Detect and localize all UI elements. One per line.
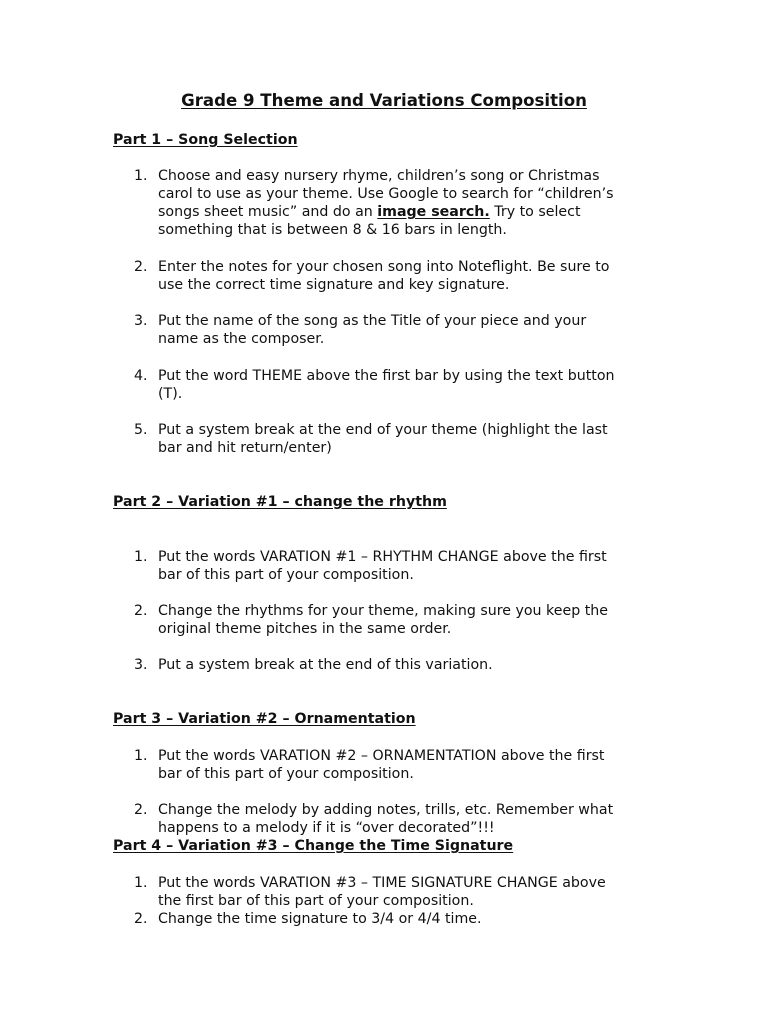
part-4-item-2 (134, 910, 654, 928)
item-number: 5. (134, 422, 148, 438)
item-number: 1. (134, 875, 148, 891)
item-text (158, 602, 654, 638)
item-line: Change the melody by adding notes, trills, etc. Remember what (158, 802, 614, 818)
item-number: 4. (134, 368, 148, 384)
item-text (158, 312, 654, 348)
item-line: Change the rhythms for your theme, making sure you keep the (158, 603, 609, 619)
item-line: use the correct time signature and key signature. (158, 277, 510, 293)
part-2-item-2 (134, 602, 654, 638)
item-line: Put the name of the song as the Title of your piece and your (158, 313, 587, 329)
part-2-item-1 (134, 548, 654, 584)
document-title: Grade 9 Theme and Variations Composition (181, 91, 587, 110)
item-line: Put the words VARATION #3 – TIME SIGNATURE CHANGE above (158, 875, 606, 891)
item-line: Change the time signature to 3/4 or 4/4 time. (158, 911, 482, 927)
part-2-item-3 (134, 656, 654, 674)
item-text (158, 548, 654, 584)
item-text (158, 910, 654, 928)
item-number: 3. (134, 313, 148, 329)
item-line: original theme pitches in the same order. (158, 621, 452, 637)
part-1-item-4 (134, 367, 654, 403)
item-line-end: Try to select (489, 204, 581, 220)
item-text (158, 258, 654, 294)
item-line: Put a system break at the end of this variation. (158, 657, 493, 673)
item-number: 1. (134, 549, 148, 565)
item-line: (T). (158, 386, 183, 402)
item-line: bar of this part of your composition. (158, 766, 414, 782)
item-line: Put the words VARATION #2 – ORNAMENTATION above the first (158, 748, 605, 764)
item-line: Put the words VARATION #1 – RHYTHM CHANGE above the first (158, 549, 607, 565)
item-line: something that is between 8 & 16 bars in length. (158, 222, 507, 238)
part-2-heading: Part 2 – Variation #1 – change the rhythm (113, 494, 447, 510)
item-text (158, 421, 654, 457)
item-number: 2. (134, 259, 148, 275)
part-1-heading: Part 1 – Song Selection (113, 132, 298, 148)
item-number: 2. (134, 911, 148, 927)
item-line: Put the word THEME above the first bar by using the text button (158, 368, 615, 384)
item-text (158, 801, 654, 837)
part-4-heading: Part 4 – Variation #3 – Change the Time Signature (113, 838, 514, 854)
part-3-heading: Part 3 – Variation #2 – Ornamentation (113, 711, 416, 727)
item-line: happens to a melody if it is “over decorated”!!! (158, 820, 495, 836)
item-line: Choose and easy nursery rhyme, children’s song or Christmas (158, 168, 600, 184)
item-line-start: songs sheet music” and do an (158, 204, 378, 220)
item-line: name as the composer. (158, 331, 325, 347)
item-text (158, 747, 654, 783)
part-1-item-2 (134, 258, 654, 294)
part-4-item-1 (134, 874, 654, 910)
item-text (158, 656, 654, 674)
part-1-item-3 (134, 312, 654, 348)
item-number: 2. (134, 603, 148, 619)
image-search-emphasis: image search. (377, 204, 490, 220)
item-line: carol to use as your theme. Use Google to search for “children’s (158, 186, 614, 202)
part-1-item-5 (134, 421, 654, 457)
item-number: 1. (134, 748, 148, 764)
item-text (158, 167, 654, 239)
item-line: Enter the notes for your chosen song into Noteflight. Be sure to (158, 259, 610, 275)
part-3-item-1 (134, 747, 654, 783)
item-number: 3. (134, 657, 148, 673)
part-1-item-1 (134, 167, 654, 239)
item-line: bar and hit return/enter) (158, 440, 332, 456)
item-text (158, 874, 654, 910)
item-line: bar of this part of your composition. (158, 567, 414, 583)
item-number: 2. (134, 802, 148, 818)
item-line: the first bar of this part of your composition. (158, 893, 474, 909)
item-text (158, 367, 654, 403)
item-line: Put a system break at the end of your theme (highlight the last (158, 422, 608, 438)
part-3-item-2 (134, 801, 654, 837)
item-number: 1. (134, 168, 148, 184)
